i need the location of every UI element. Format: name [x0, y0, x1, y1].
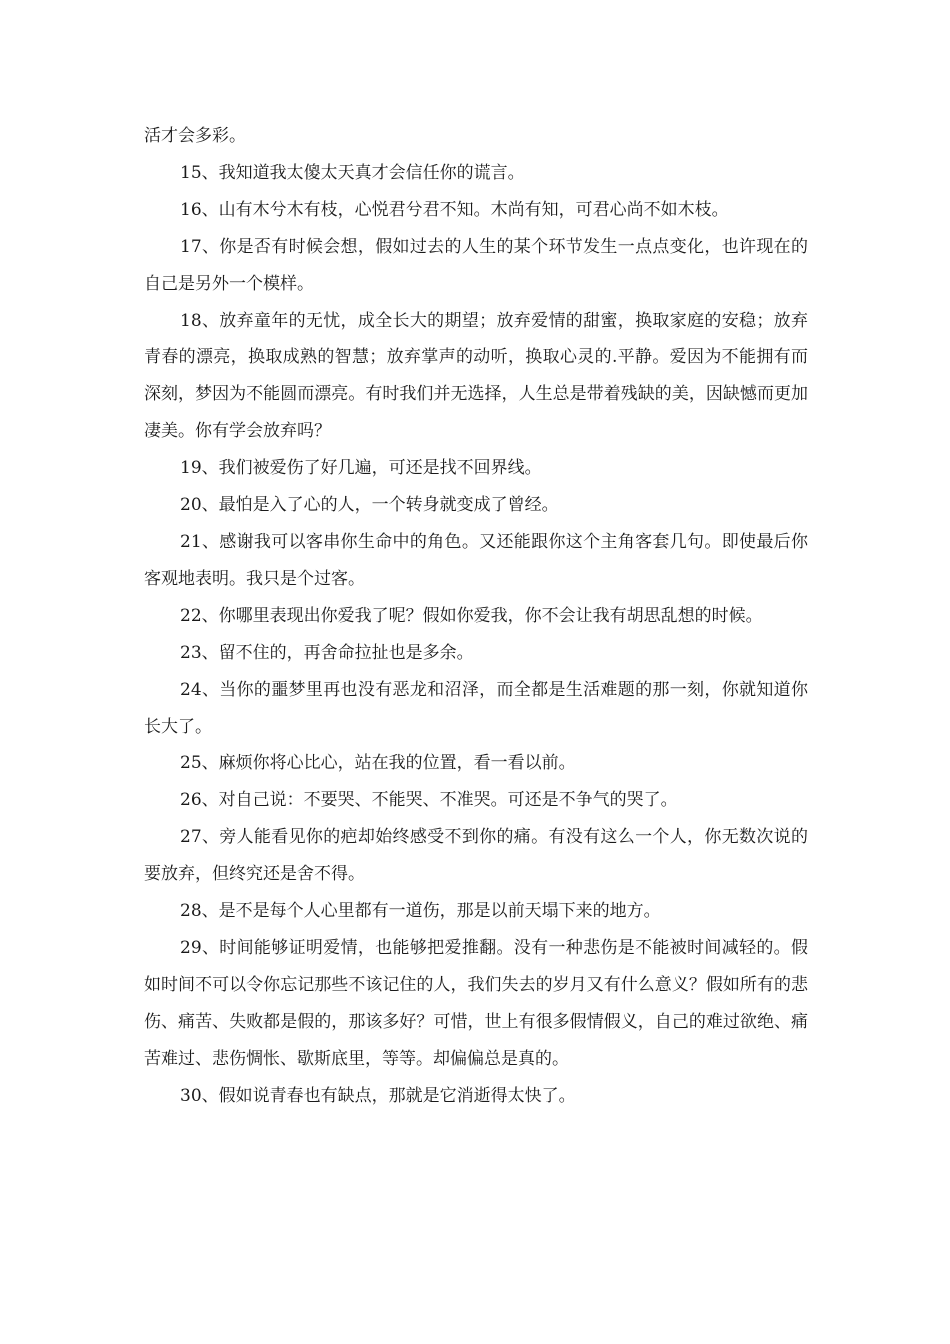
paragraph-27: 27、旁人能看见你的疤却始终感受不到你的痛。有没有这么一个人，你无数次说的要放弃，但终究还是舍不得。 [144, 827, 808, 885]
paragraph-23: 23、留不住的，再舍命拉扯也是多余。 [180, 642, 474, 663]
paragraph-19: 19、我们被爱伤了好几遍，可还是找不回界线。 [180, 458, 542, 479]
paragraph-15: 15、我知道我太傻太天真才会信任你的谎言。 [180, 162, 525, 183]
paragraph-28: 28、是不是每个人心里都有一道伤，那是以前天塌下来的地方。 [180, 901, 661, 922]
paragraph-29: 29、时间能够证明爱情，也能够把爱推翻。没有一种悲伤是不能被时间减轻的。假如时间不可以令你忘记那些不该记住的人，我们失去的岁月又有什么意义？假如所有的悲伤、痛苦、失败都是假的，那该多好？可惜，世上有很多假情假义，自己的难过欲绝、痛苦难过、悲伤惆怅、歇斯底里，等等。却偏偏总是真的。 [144, 937, 808, 1069]
document-body [144, 118, 808, 1114]
paragraph-26: 26、对自己说：不要哭、不能哭、不准哭。可还是不争气的哭了。 [180, 790, 678, 811]
paragraph-16: 16、山有木兮木有枝，心悦君兮君不知。木尚有知，可君心尚不如木枝。 [180, 199, 729, 220]
paragraph-20: 20、最怕是入了心的人，一个转身就变成了曾经。 [180, 495, 559, 516]
paragraph-24: 24、当你的噩梦里再也没有恶龙和沼泽，而全都是生活难题的那一刻，你就知道你长大了。 [144, 679, 808, 737]
paragraph-18: 18、放弃童年的无忧，成全长大的期望；放弃爱情的甜蜜，换取家庭的安稳；放弃青春的漂亮，换取成熟的智慧；放弃掌声的动听，换取心灵的.平静。爱因为不能拥有而深刻，梦因为不能圆而漂亮。有时我们并无选择，人生总是带着残缺的美，因缺憾而更加凄美。你有学会放弃吗？ [144, 310, 808, 442]
paragraph-21: 21、感谢我可以客串你生命中的角色。又还能跟你这个主角客套几句。即使最后你客观地表明。我只是个过客。 [144, 531, 808, 589]
paragraph-30: 30、假如说青春也有缺点，那就是它消逝得太快了。 [180, 1085, 576, 1106]
paragraph-22: 22、你哪里表现出你爱我了呢？假如你爱我，你不会让我有胡思乱想的时候。 [180, 605, 763, 626]
paragraph-17: 17、你是否有时候会想，假如过去的人生的某个环节发生一点点变化，也许现在的自己是另外一个模样。 [144, 236, 808, 294]
paragraph-0: 活才会多彩。 [144, 126, 246, 146]
paragraph-25: 25、麻烦你将心比心，站在我的位置，看一看以前。 [180, 753, 576, 774]
